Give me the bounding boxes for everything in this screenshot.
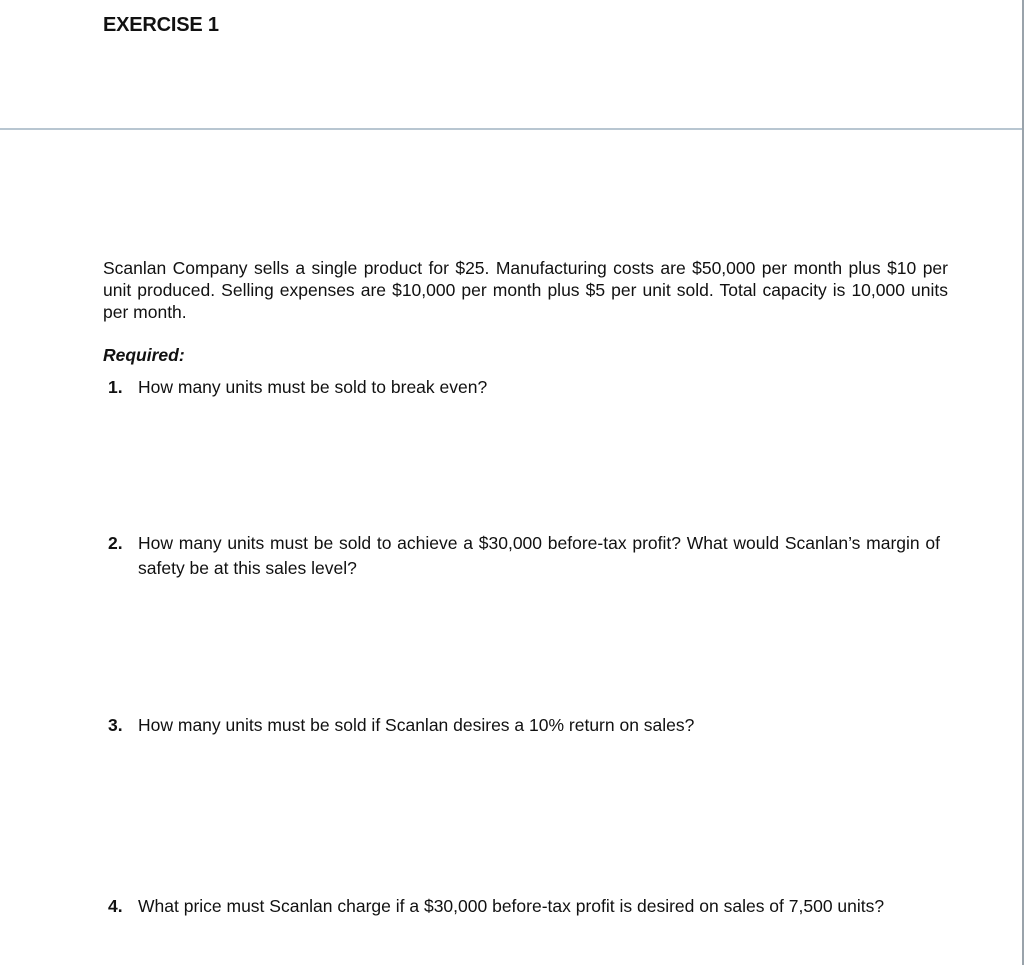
question-text: How many units must be sold to break even? [138, 377, 488, 397]
required-label: Required: [103, 345, 185, 365]
question-number: 2. [108, 533, 123, 553]
question-number: 1. [108, 377, 123, 397]
exercise-title: EXERCISE 1 [103, 14, 219, 36]
question-text: What price must Scanlan charge if a $30,000 before-tax profit is desired on sales of 7,500 units? [138, 896, 885, 916]
question-item [108, 375, 940, 400]
question-item [108, 894, 940, 919]
question-number: 3. [108, 715, 123, 735]
section-divider [0, 128, 1022, 130]
question-item [108, 531, 940, 581]
question-text: How many units must be sold if Scanlan desires a 10% return on sales? [138, 715, 695, 735]
question-item [108, 713, 940, 738]
problem-statement: Scanlan Company sells a single product for $25. Manufacturing costs are $50,000 per month plus $10 per unit produced. Selling expenses are $10,000 per month plus $5 per unit sold. Total capacity is 10,000 units per month. [103, 258, 948, 322]
question-number: 4. [108, 896, 123, 916]
question-text: How many units must be sold to achieve a $30,000 before-tax profit? What would Scanlan’s margin of safety be at this sales level? [138, 533, 940, 578]
